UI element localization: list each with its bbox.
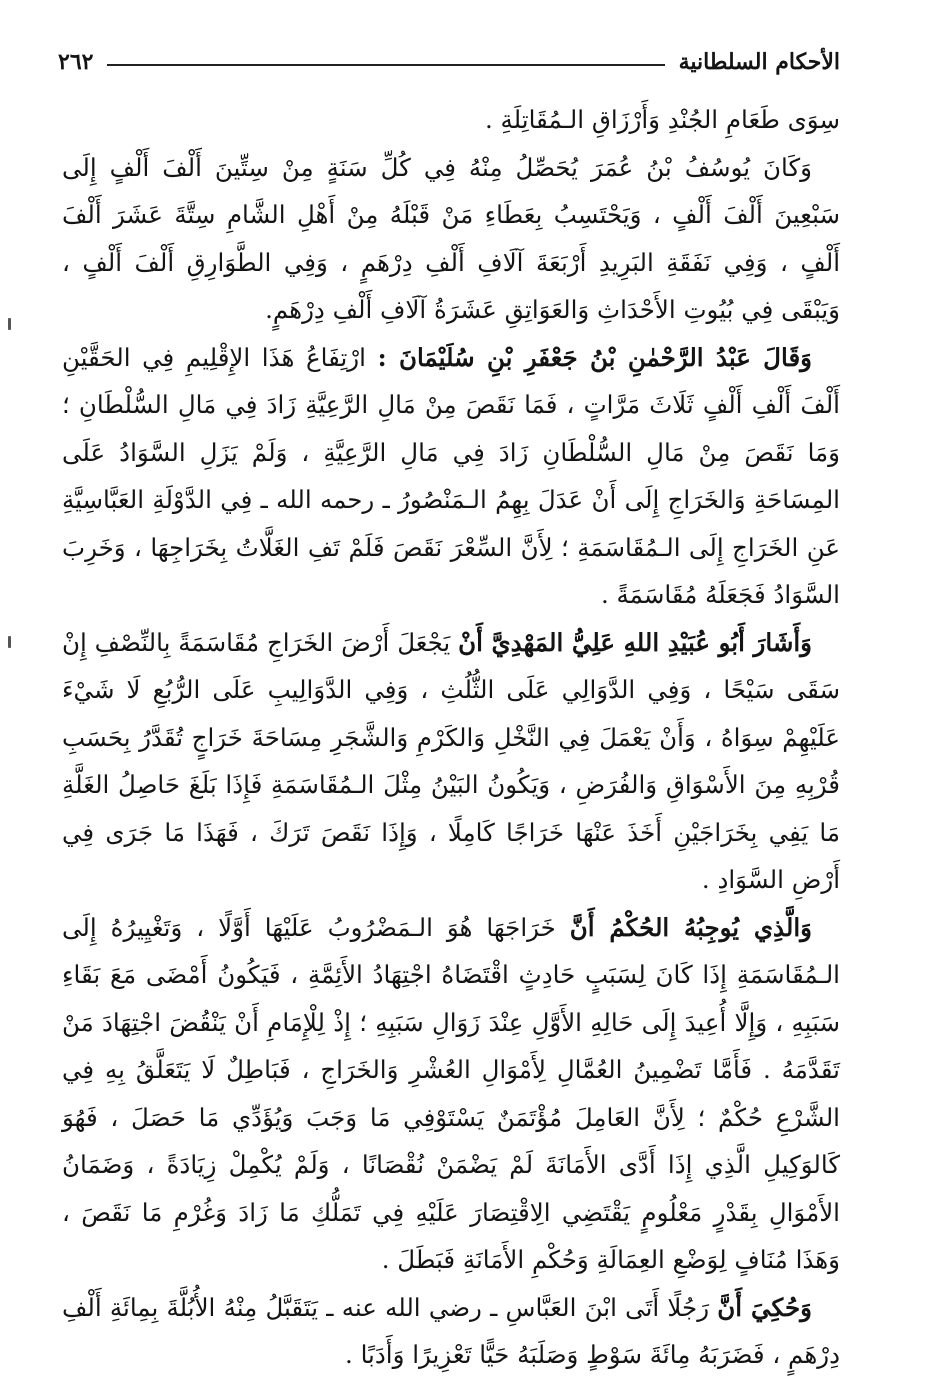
paragraph-text: ارْتِفَاعُ هَذَا الإِقْلِيمِ فِي الحَقَّيْنِ أَلْفَ أَلْفِ أَلْفٍ ثَلَاثَ مَرَّاتٍ ، فَمَا نَقَصَ مِنْ مَالِ الرَّعِيَّةِ زَادَ فِي مَالِ السُّلْطَانِ ؛ وَمَا نَقَصَ مِنْ مَالِ السُّلْطَانِ زَادَ فِي مَالِ الرَّعِيَّةِ ، وَلَمْ يَزَلِ السَّوَادُ عَلَى المِسَاحَةِ وَالخَرَاجِ إِلَى أَنْ عَدَلَ بِهِمُ الـمَنْصُورُ ـ رحمه الله ـ فِي الدَّوْلَةِ العَبَّاسِيَّةِ عَنِ الخَرَاجِ إِلَى الـمُقَاسَمَةِ ؛ لِأَنَّ السِّعْرَ نَقَصَ فَلَمْ تَفِ الغَلَّاتُ بِخَرَاجِهَا ، وَخَرِبَ السَّوَادُ فَجَعَلَهُ مُقَاسَمَةً . [62,342,840,609]
paragraph-text: خَرَاجَهَا هُوَ الـمَضْرُوبُ عَلَيْهَا أَوَّلًا ، وَتَغْيِيرُهُ إِلَى الـمُقَاسَمَةِ إِذَا كَانَ لِسَبَبٍ حَادِثٍ اقْتَضَاهُ اجْتِهَادُ الأَئِمَّةِ ، فَيَكُونُ أَمْضَى مَعَ بَقَاءِ سَبَبِهِ ، وَإِلَّا أُعِيدَ إِلَى حَالِهِ الأَوَّلِ عِنْدَ زَوَالِ سَبَبِهِ ؛ إِذْ لِلْإِمَامِ أَنْ يَنْقُضَ اجْتِهَادَ مَنْ تَقَدَّمَهُ . فَأَمَّا تَضْمِينُ العُمَّالِ لِأَمْوَالِ العُشْرِ وَالخَرَاجِ ، فَبَاطِلٌ لَا يَتَعَلَّقُ بِهِ فِي الشَّرْعِ حُكْمٌ ؛ لِأَنَّ العَامِلَ مُؤْتَمَنٌ يَسْتَوْفِي مَا وَجَبَ وَيُؤَدِّي مَا حَصَلَ ، فَهُوَ كَالوَكِيلِ الَّذِي إِذَا أَدَّى الأَمَانَةَ لَمْ يَضْمَنْ نُقْصَانًا ، وَلَمْ يُكْمِلْ زِيَادَةً ، وَضَمَانُ الأَمْوَالِ بِقَدْرٍ مَعْلُومٍ يَقْتَضِي الِاقْتِصَارَ عَلَيْهِ فِي تَمَلُّكِ مَا زَادَ وَغُرْمِ مَا نَقَصَ ، وَهَذَا مُنَافٍ لِوَضْعِ العِمَالَةِ وَحُكْمِ الأَمَانَةِ فَبَطَلَ . [62,912,840,1274]
paragraph-5 [62,904,840,1284]
book-title: الأحكام السلطانية [678,49,840,75]
paragraph-3 [62,334,840,619]
paragraph-1 [62,96,840,144]
paragraph-2 [62,144,840,334]
body-text [62,96,840,1379]
running-header [58,42,840,82]
margin-mark [8,636,11,648]
paragraph-lead: وَأَشَارَ أَبُو عُبَيْدِ اللهِ عَلِيُّ المَهْدِيَّ أَنْ [458,627,812,657]
paragraph-6 [62,1284,840,1379]
paragraph-lead: وَحُكِيَ أَنَّ [717,1292,812,1322]
paragraph-4 [62,619,840,904]
paragraph-text: سِوَى طَعَامِ الجُنْدِ وَأَرْزَاقِ الـمُقَاتِلَةِ . [484,105,840,134]
margin-mark [8,318,11,330]
page-number: ٢٦٢ [58,49,94,75]
paragraph-lead: وَقَالَ عَبْدُ الرَّحْمٰنِ بْنُ جَعْفَرِ بْنِ سُلَيْمَانَ : [377,342,812,372]
paragraph-lead: وَالَّذِي يُوجِبُهُ الحُكْمُ أَنَّ [569,912,812,942]
paragraph-text: يَجْعَلَ أَرْضَ الخَرَاجِ مُقَاسَمَةً بِالنِّصْفِ إِنْ سَقَى سَيْحًا ، وَفِي الدَّوَالِي عَلَى الثُّلُثِ ، وَفِي الدَّوَالِيبِ عَلَى الرُّبُعِ لَا شَيْءَ عَلَيْهِمْ سِوَاهُ ، وَأَنْ يَعْمَلَ فِي النَّخْلِ وَالكَرْمِ وَالشَّجَرِ مِسَاحَةَ خَرَاجٍ تُقَدَّرُ بِحَسَبِ قُرْبِهِ مِنَ الأَسْوَاقِ وَالفُرَضِ ، وَيَكُونُ البَيْنُ مِثْلَ الـمُقَاسَمَةِ فَإِذَا بَلَغَ حَاصِلُ الغَلَّةِ مَا يَفِي بِخَرَاجَيْنِ أَخَذَ عَنْهَا خَرَاجًا كَامِلًا ، وَإِذَا نَقَصَ تَرَكَ ، فَهَذَا مَا جَرَى فِي أَرْضِ السَّوَادِ . [62,627,840,894]
paragraph-text: رَجُلًا أَتَى ابْنَ العَبَّاسِ ـ رضي الله عنه ـ يَتَقَبَّلُ مِنْهُ الأُبُلَّةَ بِمِائَةِ أَلْفِ دِرْهَمٍ ، فَضَرَبَهُ مِائَةَ سَوْطٍ وَصَلَبَهُ حَيًّا تَعْزِيرًا وَأَدَبًا . [62,1292,840,1369]
header-rule [107,64,664,66]
paragraph-text: وَكَانَ يُوسُفُ بْنُ عُمَرَ يُحَصِّلُ مِنْهُ فِي كُلِّ سَنَةٍ مِنْ سِتِّينَ أَلْفَ أَلْفٍ إِلَى سَبْعِينَ أَلْفَ أَلْفٍ ، وَيَحْتَسِبُ بِعَطَاءِ مَنْ قَبْلَهُ مِنْ أَهْلِ الشَّامِ سِتَّةَ عَشَرَ أَلْفَ أَلْفٍ ، وَفِي نَفَقَةِ البَرِيدِ أَرْبَعَةَ آلَافِ أَلْفِ دِرْهَمٍ ، وَفِي الطَّوَارِقِ أَلْفَ أَلْفٍ ، وَيَبْقَى فِي بُيُوتِ الأَحْدَاثِ وَالعَوَاتِقِ عَشَرَةُ آلَافِ أَلْفِ دِرْهَمٍ. [62,152,840,324]
